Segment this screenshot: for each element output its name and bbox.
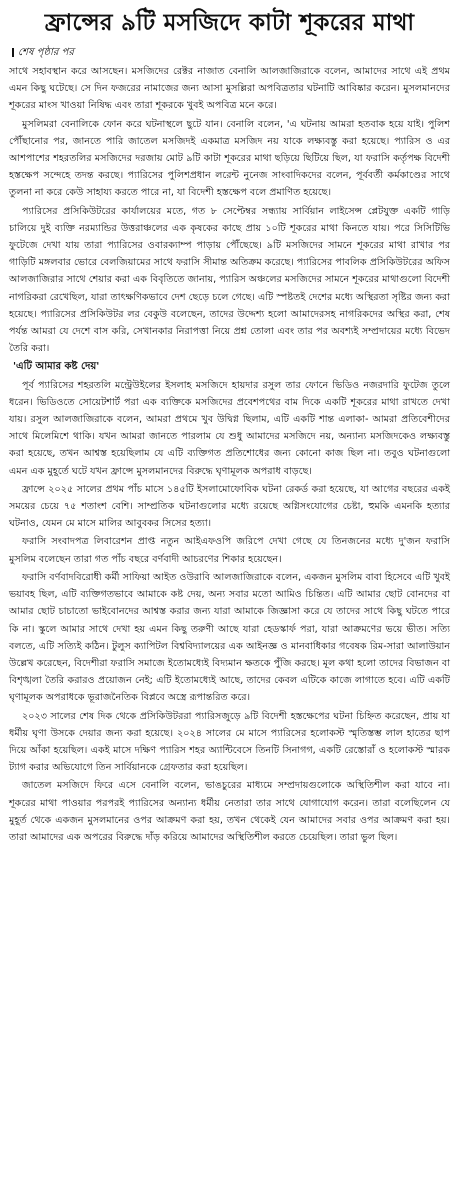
paragraph: জাতেল মসজিদে ফিরে এসে বেনালি বলেন, ভাঙচুরের মাধ্যমে সম্প্রদায়গুলোকে অস্থিতিশীল করা যাবে না। শূকরের মাথা পাওয়ার পরপরই প্যারিসের অন্যান্য ধর্মীয় নেতারা তার সাথে যোগাযোগ করেন। তারা বলেছিলেন যে মুহূর্ত থেকে একজন মুসলমানের ওপর আক্রমণ করা হয়, তখন থেকেই যেন আমাদের সবার ওপর আক্রমণ করা হয়। তারা আমাদের এক অপরের বিরুদ্ধে দাঁড় করিয়ে আমাদের অস্থিতিশীল করতে চেয়েছিল। তারা ভুল ছিল। xyxy=(9,780,450,843)
paragraph: ২০২৩ সালের শেষ দিক থেকে প্রসিকিউটররা প্যারিসজুড়ে ৯টি বিদেশী হস্তক্ষেপের ঘটনা চিহ্নিত করেছেন, প্রায় যা ধর্মীয় ঘৃণা উসকে দেয়ার জন্য করা হয়েছে। ২০২৪ সালের মে মাসে প্যারিসের হলোকস্ট স্মৃতিস্তম্ভ লাল হাতের ছাপ দিয়ে আঁকা হয়েছিল। একই মাসে দক্ষিণ প্যারিস শহর অ্যান্টিবেসে তিনটি সিনাগগ, একটি রেস্তোরাঁ ও হলোকস্ট স্মারক ট্যাগ করার অভিযোগে তিন সার্বিয়ানকে গ্রেফতার করা হয়েছিল। xyxy=(9,710,450,774)
headline: ফ্রান্সের ৯টি মসজিদে কাটা শূকরের মাথা xyxy=(44,10,415,36)
continued-text: শেষ পৃষ্ঠার পর xyxy=(18,47,74,58)
paragraph: ফরাসি সংবাদপত্র লিবারেশন প্রাপ্ত নতুন আইএফওপি জরিপে দেখা গেছে যে তিনজনের মধ্যে দু'জন ফরাসি মুসলিম বলেছেন তারা গত পাঁচ বছরে বর্ণবাদী আচরণের শিকার হয়েছেন। xyxy=(9,536,450,565)
paragraph: ফরাসি বর্ণবাদবিরোধী কর্মী সাফিয়া আইত ওউরাবি আলজাজিরাকে বলেন, একজন মুসলিম বাবা হিসেবে এটি খুবই ভয়াবহ ছিল, এটি ব্যক্তিগতভাবে আমাকে কষ্ট দেয়, অন্য সবার মতো আমিও চিন্তিত। এটি আমার ছোট বোনদের বা আমার ছোট চাচাতো ভাইবোনদের আশ্বস্ত করার জন্য যারা আমাকে জিজ্ঞাসা করে যে তাদের সাথে কিছু ঘটতে পারে কি না। স্কুলে আমার সাথে দেখা হয় এমন কিছু তরুণী আছে যারা হেডস্কার্ফ পরা, যারা আক্রমণের ভয়ে ভীত। সত্যি বলতে, এটি সত্যিই কঠিন। টুলুস ক্যাপিটল বিশ্ববিদ্যালয়ের এক আইনজ্ঞ ও মানবাধিকার গবেষক রিম-সারা আলাউয়ান উল্লেখ করেছেন, বিদেশীরা ফরাসি সমাজে ইতোমধ্যেই বিদ্যমান ক্ষতকে পুঁজি করছে। মূল কথা হলো তাদের বিভাজন বা বিশৃঙ্খলা তৈরি করারও প্রয়োজন নেই; এটি ইতোমধ্যেই আছে, তাদের কেবল এটিকে কাজে লাগাতে হবে। এটি একটি ঘৃণামূলক অপরাধকে ভূরাজনৈতিক বিপ্লবে অস্ত্রে রূপান্তরিত করে। xyxy=(9,571,450,704)
paragraph: পূর্ব প্যারিসের শহরতলি মন্ট্রেউইলের ইসলাহ মসজিদে হায়দার রসুল তার ফোনে ভিডিও নজরদারি ফুটেজ তুলে ধরেন। ভিডিওতে সোয়েটশার্ট পরা এক ব্যক্তিকে মসজিদের প্রবেশপথের বাম দিকে একটি শূকরের মাথা রাখতে দেখা যায়। রসুল আলজাজিরাকে বলেন, আমরা প্রথমে খুব উদ্বিগ্ন ছিলাম, এটি একটি শান্ত এলাকা- আমরা প্রতিবেশীদের সাথে মিলেমিশে থাকি। যখন আমরা জানতে পারলাম যে শুধু আমাদের মসজিদে নয়, অন্যান্য মসজিদকেও লক্ষ্যবস্তু করা হয়েছে, তখন আশ্বস্ত হয়েছিলাম যে এটি ব্যক্তিগত প্রতিশোধের জন্য কোনো কাজ ছিল না। তবুও ঘটনাগুলো এমন এক মুহূর্তে ঘটে যখন ফ্রান্সে মুসলমানদের বিরুদ্ধে ঘৃণামূলক অপরাধ বাড়ছে। xyxy=(9,379,450,477)
continued-from-label xyxy=(12,46,450,59)
paragraph: প্যারিসের প্রসিকিউটরের কার্যালয়ের মতে, গত ৮ সেপ্টেম্বর সন্ধ্যায় সার্বিয়ান লাইসেন্স প্লেটযুক্ত একটি গাড়ি চালিয়ে দুই ব্যক্তি নরম্যান্ডির উত্তরাঞ্চলের এক কৃষকের কাছে প্রায় ১০টি শূকরের মাথা কিনতে যায়। পরে সিসিটিভি ফুটেজে দেখা যায় তারা প্যারিসের ওবারক্যাম্প পাড়ায় পৌঁছেছে। ৯টি মসজিদের সামনে শূকরের মাথা রাখার পর গাড়িটি মঙ্গলবার ভোরে বেলজিয়ামের সাথে ফরাসি সীমান্ত অতিক্রম করেছে। প্যারিসের পাবলিক প্রসিকিউটরের অফিস আলজাজিরার সাথে শেয়ার করা এক বিবৃতিতে জানায়, প্যারিস অঞ্চলের মসজিদের সামনে শূকরের মাথাগুলো বিদেশী নাগরিকরা রেখেছিল, যারা তাৎক্ষণিকভাবে দেশ ছেড়ে চলে গেছে। এটি স্পষ্টতই দেশের মধ্যে অস্থিরতা সৃষ্টির জন্য করা হয়েছে। প্যারিসের প্রসিকিউটর লর বেকুউ বলেছেন, তাদের উদ্দেশ্য হলো আমাদেরসহ নাগরিকদের অস্থির করা, শেষ পর্যন্ত আমরা যে দেশে বাস করি, সেখানকার নিরাপত্তা নিয়ে প্রশ্ন তোলা এবং তার পর অবশ্যই সম্প্রদায়ের মধ্যে বিভেদ তৈরি করা। xyxy=(9,205,450,355)
marker-bar xyxy=(12,48,14,57)
paragraph: মুসলিমরা বেনালিকে ফোন করে ঘটনাস্থলে ছুটে যান। বেনালি বলেন, 'এ ঘটনায় আমরা হতবাক হয়ে যাই। পুলিশ পৌঁছানোর পর, জানতে পারি জাতেল মসজিদই একমাত্র মসজিদ নয় যাকে লক্ষ্যবস্তু করা হয়েছে। প্যারিস ও এর আশপাশের শহরতলির মসজিদের দরজায় মোট ৯টি কাটা শূকরের মাথা ছড়িয়ে ছিটিয়ে ছিল, যা ফরাসি কর্তৃপক্ষ বিদেশী হস্তক্ষেপ সন্দেহে তদন্ত করছে। প্যারিসের পুলিশপ্রধান লরেন্ট নুনেজ সাংবাদিকদের বলেন, পূর্ববর্তী কর্মকাণ্ডের সাথে তুলনা না করে কেউ সাহায্য করতে পারে না, যা বিদেশী হস্তক্ষেপ বলে প্রমাণিত হয়েছে। xyxy=(9,118,450,199)
paragraph: ফ্রান্সে ২০২৫ সালের প্রথম পাঁচ মাসে ১৪৫টি ইসলামোফোবিক ঘটনা রেকর্ড করা হয়েছে, যা আগের বছরের একই সময়ের চেয়ে ৭৫ শতাংশ বেশি। সাম্প্রতিক ঘটনাগুলোর মধ্যে রয়েছে অগ্নিসংযোগের চেষ্টা, হুমকি এমনকি হত্যার ঘটনাও, যেমন মে মাসে মালির আবুবকর সিসের হত্যা। xyxy=(9,483,450,530)
article-body xyxy=(9,63,450,846)
subheading: 'এটি আমার কষ্ট দেয়' xyxy=(13,361,100,373)
paragraph: সাথে সহাবস্থান করে আসছেন। মসজিদের রেক্টর নাজাত বেনালি আলজাজিরাকে বলেন, আমাদের সাথে এই প্রথম এমন কিছু ঘটেছে। সে দিন ফজরের নামাজের জন্য আসা মুসল্লিরা অপবিত্রতার ঘটনাটি আবিষ্কার করেন। মুসলমানদের শূকরের মাংস খাওয়া নিষিদ্ধ এবং তারা শূকরকে খুবই অপবিত্র মনে করে। xyxy=(9,66,450,112)
